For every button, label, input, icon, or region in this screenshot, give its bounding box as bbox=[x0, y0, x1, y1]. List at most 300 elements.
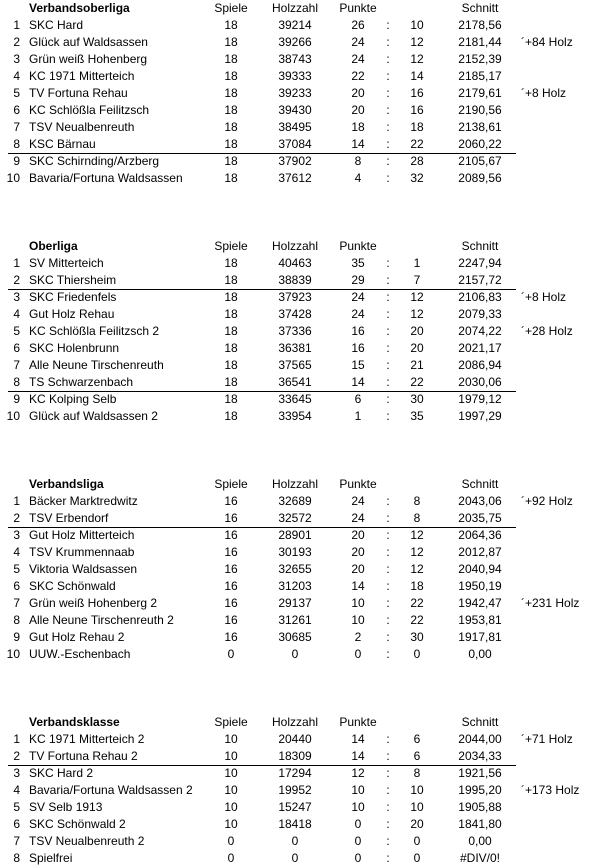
points-minus: 6 bbox=[413, 732, 421, 746]
team-name: KC Kolping Selb bbox=[29, 392, 117, 406]
league-header bbox=[0, 476, 601, 493]
header-holzzahl: Holzzahl bbox=[271, 1, 319, 15]
league-title: Oberliga bbox=[29, 239, 78, 253]
games: 18 bbox=[224, 120, 238, 134]
games: 10 bbox=[224, 783, 238, 797]
points-plus: 24 bbox=[351, 52, 365, 66]
points-plus: 20 bbox=[351, 528, 365, 542]
points-plus: 0 bbox=[354, 851, 362, 865]
average: 2060,22 bbox=[458, 137, 502, 151]
pins: 38839 bbox=[278, 273, 312, 287]
points-plus: 14 bbox=[351, 137, 365, 151]
table-row bbox=[0, 85, 601, 102]
points-colon: : bbox=[386, 732, 390, 746]
note: ´+231 Holz bbox=[521, 596, 580, 610]
pins: 39266 bbox=[278, 35, 312, 49]
points-minus: 22 bbox=[410, 613, 424, 627]
note: ´+71 Holz bbox=[521, 732, 573, 746]
points-minus: 12 bbox=[410, 307, 424, 321]
points-colon: : bbox=[386, 52, 390, 66]
points-colon: : bbox=[386, 630, 390, 644]
team-name: TSV Erbendorf bbox=[29, 511, 109, 525]
team-name: Viktoria Waldsassen bbox=[29, 562, 138, 576]
average: 1979,12 bbox=[458, 392, 502, 406]
average: 2190,56 bbox=[458, 103, 502, 117]
pins: 19952 bbox=[278, 783, 312, 797]
rank: 7 bbox=[13, 120, 20, 134]
header-holzzahl: Holzzahl bbox=[271, 477, 319, 491]
points-minus: 16 bbox=[410, 103, 424, 117]
games: 18 bbox=[224, 52, 238, 66]
table-row bbox=[0, 612, 601, 629]
games: 18 bbox=[224, 137, 238, 151]
team-name: SV Selb 1913 bbox=[29, 800, 103, 814]
points-minus: 8 bbox=[413, 494, 421, 508]
games: 18 bbox=[224, 273, 238, 287]
pins: 39214 bbox=[278, 18, 312, 32]
rank: 6 bbox=[13, 341, 20, 355]
points-plus: 24 bbox=[351, 511, 365, 525]
points-minus: 0 bbox=[413, 834, 421, 848]
games: 10 bbox=[224, 817, 238, 831]
rank: 6 bbox=[13, 103, 20, 117]
points-colon: : bbox=[386, 69, 390, 83]
table-row bbox=[0, 357, 601, 374]
pins: 39333 bbox=[278, 69, 312, 83]
points-minus: 22 bbox=[410, 596, 424, 610]
team-name: SKC Schönwald 2 bbox=[29, 817, 126, 831]
team-name: KC 1971 Mitterteich 2 bbox=[29, 732, 145, 746]
header-spiele: Spiele bbox=[214, 1, 248, 15]
games: 18 bbox=[224, 392, 238, 406]
pins: 38743 bbox=[278, 52, 312, 66]
points-minus: 10 bbox=[410, 800, 424, 814]
pins: 32572 bbox=[278, 511, 312, 525]
games: 18 bbox=[224, 290, 238, 304]
points-colon: : bbox=[386, 511, 390, 525]
pins: 36381 bbox=[278, 341, 312, 355]
league-title: Verbandsoberliga bbox=[29, 1, 130, 15]
promotion-divider bbox=[8, 289, 516, 290]
header-holzzahl: Holzzahl bbox=[271, 239, 319, 253]
rank: 7 bbox=[13, 834, 20, 848]
points-minus: 18 bbox=[410, 120, 424, 134]
pins: 38495 bbox=[278, 120, 312, 134]
games: 16 bbox=[224, 511, 238, 525]
points-colon: : bbox=[386, 817, 390, 831]
team-name: SKC Schirnding/Arzberg bbox=[29, 154, 160, 168]
average: 2105,67 bbox=[458, 154, 502, 168]
points-colon: : bbox=[386, 596, 390, 610]
points-plus: 10 bbox=[351, 783, 365, 797]
team-name: Grün weiß Hohenberg 2 bbox=[29, 596, 158, 610]
table-row bbox=[0, 272, 601, 289]
pins: 0 bbox=[291, 647, 299, 661]
points-colon: : bbox=[386, 834, 390, 848]
team-name: Bavaria/Fortuna Waldsassen 2 bbox=[29, 783, 193, 797]
league-table-oberliga bbox=[0, 238, 601, 425]
table-row bbox=[0, 561, 601, 578]
games: 16 bbox=[224, 630, 238, 644]
games: 18 bbox=[224, 375, 238, 389]
table-row bbox=[0, 306, 601, 323]
rank: 2 bbox=[13, 749, 20, 763]
team-name: Bavaria/Fortuna Waldsassen bbox=[29, 171, 183, 185]
games: 10 bbox=[224, 800, 238, 814]
average: 2138,61 bbox=[458, 120, 502, 134]
average: 2106,83 bbox=[458, 290, 502, 304]
rank: 10 bbox=[6, 171, 20, 185]
points-plus: 22 bbox=[351, 69, 365, 83]
rank: 8 bbox=[13, 375, 20, 389]
team-name: Bäcker Marktredwitz bbox=[29, 494, 138, 508]
header-spiele: Spiele bbox=[214, 239, 248, 253]
average: 2043,06 bbox=[458, 494, 502, 508]
table-row bbox=[0, 748, 601, 765]
points-colon: : bbox=[386, 494, 390, 508]
points-plus: 0 bbox=[354, 817, 362, 831]
average: 2035,75 bbox=[458, 511, 502, 525]
league-title: Verbandsliga bbox=[29, 477, 104, 491]
rank: 6 bbox=[13, 579, 20, 593]
points-minus: 12 bbox=[410, 52, 424, 66]
points-minus: 1 bbox=[413, 256, 421, 270]
header-punkte: Punkte bbox=[339, 239, 377, 253]
note: ´+8 Holz bbox=[521, 290, 567, 304]
points-plus: 4 bbox=[354, 171, 362, 185]
rank: 9 bbox=[13, 630, 20, 644]
rank: 10 bbox=[6, 647, 20, 661]
league-header bbox=[0, 714, 601, 731]
header-spiele: Spiele bbox=[214, 477, 248, 491]
games: 18 bbox=[224, 171, 238, 185]
pins: 39233 bbox=[278, 86, 312, 100]
points-colon: : bbox=[386, 120, 390, 134]
team-name: TS Schwarzenbach bbox=[29, 375, 134, 389]
average: 2034,33 bbox=[458, 749, 502, 763]
rank: 1 bbox=[13, 494, 20, 508]
pins: 33645 bbox=[278, 392, 312, 406]
points-plus: 20 bbox=[351, 562, 365, 576]
table-row bbox=[0, 17, 601, 34]
table-row bbox=[0, 731, 601, 748]
games: 16 bbox=[224, 613, 238, 627]
relegation-divider bbox=[8, 153, 516, 154]
header-schnitt: Schnitt bbox=[461, 239, 499, 253]
games: 0 bbox=[227, 851, 235, 865]
points-plus: 10 bbox=[351, 596, 365, 610]
games: 18 bbox=[224, 103, 238, 117]
points-minus: 16 bbox=[410, 86, 424, 100]
points-colon: : bbox=[386, 375, 390, 389]
average: 2152,39 bbox=[458, 52, 502, 66]
promotion-divider bbox=[8, 765, 516, 766]
pins: 39430 bbox=[278, 103, 312, 117]
games: 16 bbox=[224, 596, 238, 610]
points-colon: : bbox=[386, 766, 390, 780]
points-plus: 2 bbox=[354, 630, 362, 644]
points-colon: : bbox=[386, 86, 390, 100]
rank: 3 bbox=[13, 528, 20, 542]
league-table-verbandsoberliga bbox=[0, 0, 601, 187]
team-name: TSV Neualbenreuth 2 bbox=[29, 834, 145, 848]
pins: 18309 bbox=[278, 749, 312, 763]
points-colon: : bbox=[386, 800, 390, 814]
points-colon: : bbox=[386, 358, 390, 372]
points-colon: : bbox=[386, 409, 390, 423]
average: 2185,17 bbox=[458, 69, 502, 83]
average: 0,00 bbox=[468, 647, 492, 661]
average: 2247,94 bbox=[458, 256, 502, 270]
points-minus: 22 bbox=[410, 375, 424, 389]
games: 18 bbox=[224, 341, 238, 355]
points-plus: 24 bbox=[351, 307, 365, 321]
team-name: SKC Thiersheim bbox=[29, 273, 117, 287]
team-name: Glück auf Waldsassen 2 bbox=[29, 409, 158, 423]
league-header bbox=[0, 238, 601, 255]
points-colon: : bbox=[386, 103, 390, 117]
points-minus: 8 bbox=[413, 511, 421, 525]
table-row bbox=[0, 850, 601, 867]
team-name: TSV Neualbenreuth bbox=[29, 120, 135, 134]
rank: 3 bbox=[13, 52, 20, 66]
games: 18 bbox=[224, 35, 238, 49]
points-plus: 20 bbox=[351, 86, 365, 100]
points-colon: : bbox=[386, 545, 390, 559]
rank: 7 bbox=[13, 596, 20, 610]
table-row bbox=[0, 153, 601, 170]
rank: 1 bbox=[13, 256, 20, 270]
team-name: Spielfrei bbox=[29, 851, 73, 865]
pins: 32689 bbox=[278, 494, 312, 508]
team-name: KC 1971 Mitterteich bbox=[29, 69, 135, 83]
points-colon: : bbox=[386, 307, 390, 321]
note: ´+84 Holz bbox=[521, 35, 573, 49]
rank: 10 bbox=[6, 409, 20, 423]
average: 2064,36 bbox=[458, 528, 502, 542]
points-minus: 21 bbox=[410, 358, 424, 372]
pins: 33954 bbox=[278, 409, 312, 423]
rank: 9 bbox=[13, 392, 20, 406]
table-row bbox=[0, 136, 601, 153]
team-name: Gut Holz Mitterteich bbox=[29, 528, 135, 542]
average: 2021,17 bbox=[458, 341, 502, 355]
average: 1953,81 bbox=[458, 613, 502, 627]
team-name: Gut Holz Rehau 2 bbox=[29, 630, 125, 644]
points-plus: 8 bbox=[354, 154, 362, 168]
team-name: SKC Schönwald bbox=[29, 579, 116, 593]
points-colon: : bbox=[386, 35, 390, 49]
team-name: SKC Hard bbox=[29, 18, 84, 32]
points-colon: : bbox=[386, 18, 390, 32]
points-plus: 24 bbox=[351, 35, 365, 49]
pins: 37336 bbox=[278, 324, 312, 338]
note: ´+173 Holz bbox=[521, 783, 580, 797]
header-punkte: Punkte bbox=[339, 477, 377, 491]
average: 2089,56 bbox=[458, 171, 502, 185]
pins: 32655 bbox=[278, 562, 312, 576]
rank: 3 bbox=[13, 766, 20, 780]
rank: 2 bbox=[13, 511, 20, 525]
games: 16 bbox=[224, 545, 238, 559]
points-colon: : bbox=[386, 392, 390, 406]
pins: 29137 bbox=[278, 596, 312, 610]
average: 2044,00 bbox=[458, 732, 502, 746]
pins: 15247 bbox=[278, 800, 312, 814]
league-table-verbandsliga bbox=[0, 476, 601, 663]
points-plus: 16 bbox=[351, 324, 365, 338]
promotion-divider bbox=[8, 527, 516, 528]
points-minus: 20 bbox=[410, 324, 424, 338]
average: 1942,47 bbox=[458, 596, 502, 610]
games: 10 bbox=[224, 732, 238, 746]
average: 2179,61 bbox=[458, 86, 502, 100]
points-minus: 32 bbox=[410, 171, 424, 185]
average: 2079,33 bbox=[458, 307, 502, 321]
points-plus: 15 bbox=[351, 358, 365, 372]
rank: 3 bbox=[13, 290, 20, 304]
table-row bbox=[0, 595, 601, 612]
table-row bbox=[0, 102, 601, 119]
average: 0,00 bbox=[468, 834, 492, 848]
team-name: TV Fortuna Rehau 2 bbox=[29, 749, 138, 763]
points-minus: 0 bbox=[413, 851, 421, 865]
games: 18 bbox=[224, 409, 238, 423]
pins: 31203 bbox=[278, 579, 312, 593]
table-row bbox=[0, 170, 601, 187]
table-row bbox=[0, 255, 601, 272]
team-name: Grün weiß Hohenberg bbox=[29, 52, 148, 66]
pins: 18418 bbox=[278, 817, 312, 831]
points-minus: 28 bbox=[410, 154, 424, 168]
points-plus: 14 bbox=[351, 749, 365, 763]
rank: 1 bbox=[13, 18, 20, 32]
average: 1997,29 bbox=[458, 409, 502, 423]
pins: 37565 bbox=[278, 358, 312, 372]
points-colon: : bbox=[386, 137, 390, 151]
points-minus: 12 bbox=[410, 545, 424, 559]
header-schnitt: Schnitt bbox=[461, 1, 499, 15]
points-plus: 0 bbox=[354, 834, 362, 848]
points-plus: 6 bbox=[354, 392, 362, 406]
points-minus: 7 bbox=[413, 273, 421, 287]
games: 18 bbox=[224, 18, 238, 32]
games: 16 bbox=[224, 528, 238, 542]
rank: 5 bbox=[13, 86, 20, 100]
points-plus: 24 bbox=[351, 290, 365, 304]
table-row bbox=[0, 510, 601, 527]
team-name: Alle Neune Tirschenreuth bbox=[29, 358, 164, 372]
games: 16 bbox=[224, 562, 238, 576]
points-minus: 10 bbox=[410, 18, 424, 32]
league-table-verbandsklasse bbox=[0, 714, 601, 867]
table-row bbox=[0, 578, 601, 595]
points-plus: 24 bbox=[351, 494, 365, 508]
header-schnitt: Schnitt bbox=[461, 477, 499, 491]
average: 2074,22 bbox=[458, 324, 502, 338]
points-plus: 14 bbox=[351, 375, 365, 389]
points-plus: 14 bbox=[351, 732, 365, 746]
points-colon: : bbox=[386, 324, 390, 338]
team-name: KC Schlößla Feilitzsch 2 bbox=[29, 324, 160, 338]
rank: 6 bbox=[13, 817, 20, 831]
table-row bbox=[0, 527, 601, 544]
average: 2040,94 bbox=[458, 562, 502, 576]
points-colon: : bbox=[386, 171, 390, 185]
points-minus: 12 bbox=[410, 528, 424, 542]
pins: 30685 bbox=[278, 630, 312, 644]
rank: 8 bbox=[13, 851, 20, 865]
table-row bbox=[0, 765, 601, 782]
points-colon: : bbox=[386, 579, 390, 593]
average: 2012,87 bbox=[458, 545, 502, 559]
points-minus: 30 bbox=[410, 630, 424, 644]
games: 16 bbox=[224, 494, 238, 508]
points-colon: : bbox=[386, 528, 390, 542]
points-plus: 0 bbox=[354, 647, 362, 661]
points-plus: 14 bbox=[351, 579, 365, 593]
pins: 17294 bbox=[278, 766, 312, 780]
rank: 9 bbox=[13, 154, 20, 168]
table-row bbox=[0, 782, 601, 799]
points-plus: 29 bbox=[351, 273, 365, 287]
points-colon: : bbox=[386, 256, 390, 270]
pins: 0 bbox=[291, 834, 299, 848]
team-name: Alle Neune Tirschenreuth 2 bbox=[29, 613, 174, 627]
average: #DIV/0! bbox=[459, 851, 501, 865]
table-row bbox=[0, 340, 601, 357]
points-minus: 12 bbox=[410, 35, 424, 49]
team-name: KSC Bärnau bbox=[29, 137, 96, 151]
header-holzzahl: Holzzahl bbox=[271, 715, 319, 729]
header-punkte: Punkte bbox=[339, 715, 377, 729]
league-title: Verbandsklasse bbox=[29, 715, 120, 729]
rank: 1 bbox=[13, 732, 20, 746]
points-colon: : bbox=[386, 154, 390, 168]
pins: 37428 bbox=[278, 307, 312, 321]
table-row bbox=[0, 833, 601, 850]
points-colon: : bbox=[386, 273, 390, 287]
average: 1950,19 bbox=[458, 579, 502, 593]
points-minus: 30 bbox=[410, 392, 424, 406]
pins: 37084 bbox=[278, 137, 312, 151]
header-schnitt: Schnitt bbox=[461, 715, 499, 729]
rank: 5 bbox=[13, 324, 20, 338]
note: ´+8 Holz bbox=[521, 86, 567, 100]
games: 18 bbox=[224, 324, 238, 338]
rank: 7 bbox=[13, 358, 20, 372]
points-minus: 6 bbox=[413, 749, 421, 763]
team-name: SKC Holenbrunn bbox=[29, 341, 120, 355]
table-row bbox=[0, 323, 601, 340]
table-row bbox=[0, 34, 601, 51]
team-name: Gut Holz Rehau bbox=[29, 307, 115, 321]
points-plus: 26 bbox=[351, 18, 365, 32]
points-colon: : bbox=[386, 613, 390, 627]
table-row bbox=[0, 51, 601, 68]
average: 1841,80 bbox=[458, 817, 502, 831]
note: ´+92 Holz bbox=[521, 494, 573, 508]
pins: 30193 bbox=[278, 545, 312, 559]
rank: 4 bbox=[13, 545, 20, 559]
points-minus: 10 bbox=[410, 783, 424, 797]
table-row bbox=[0, 493, 601, 510]
pins: 37612 bbox=[278, 171, 312, 185]
average: 2157,72 bbox=[458, 273, 502, 287]
points-colon: : bbox=[386, 562, 390, 576]
points-colon: : bbox=[386, 290, 390, 304]
points-colon: : bbox=[386, 749, 390, 763]
